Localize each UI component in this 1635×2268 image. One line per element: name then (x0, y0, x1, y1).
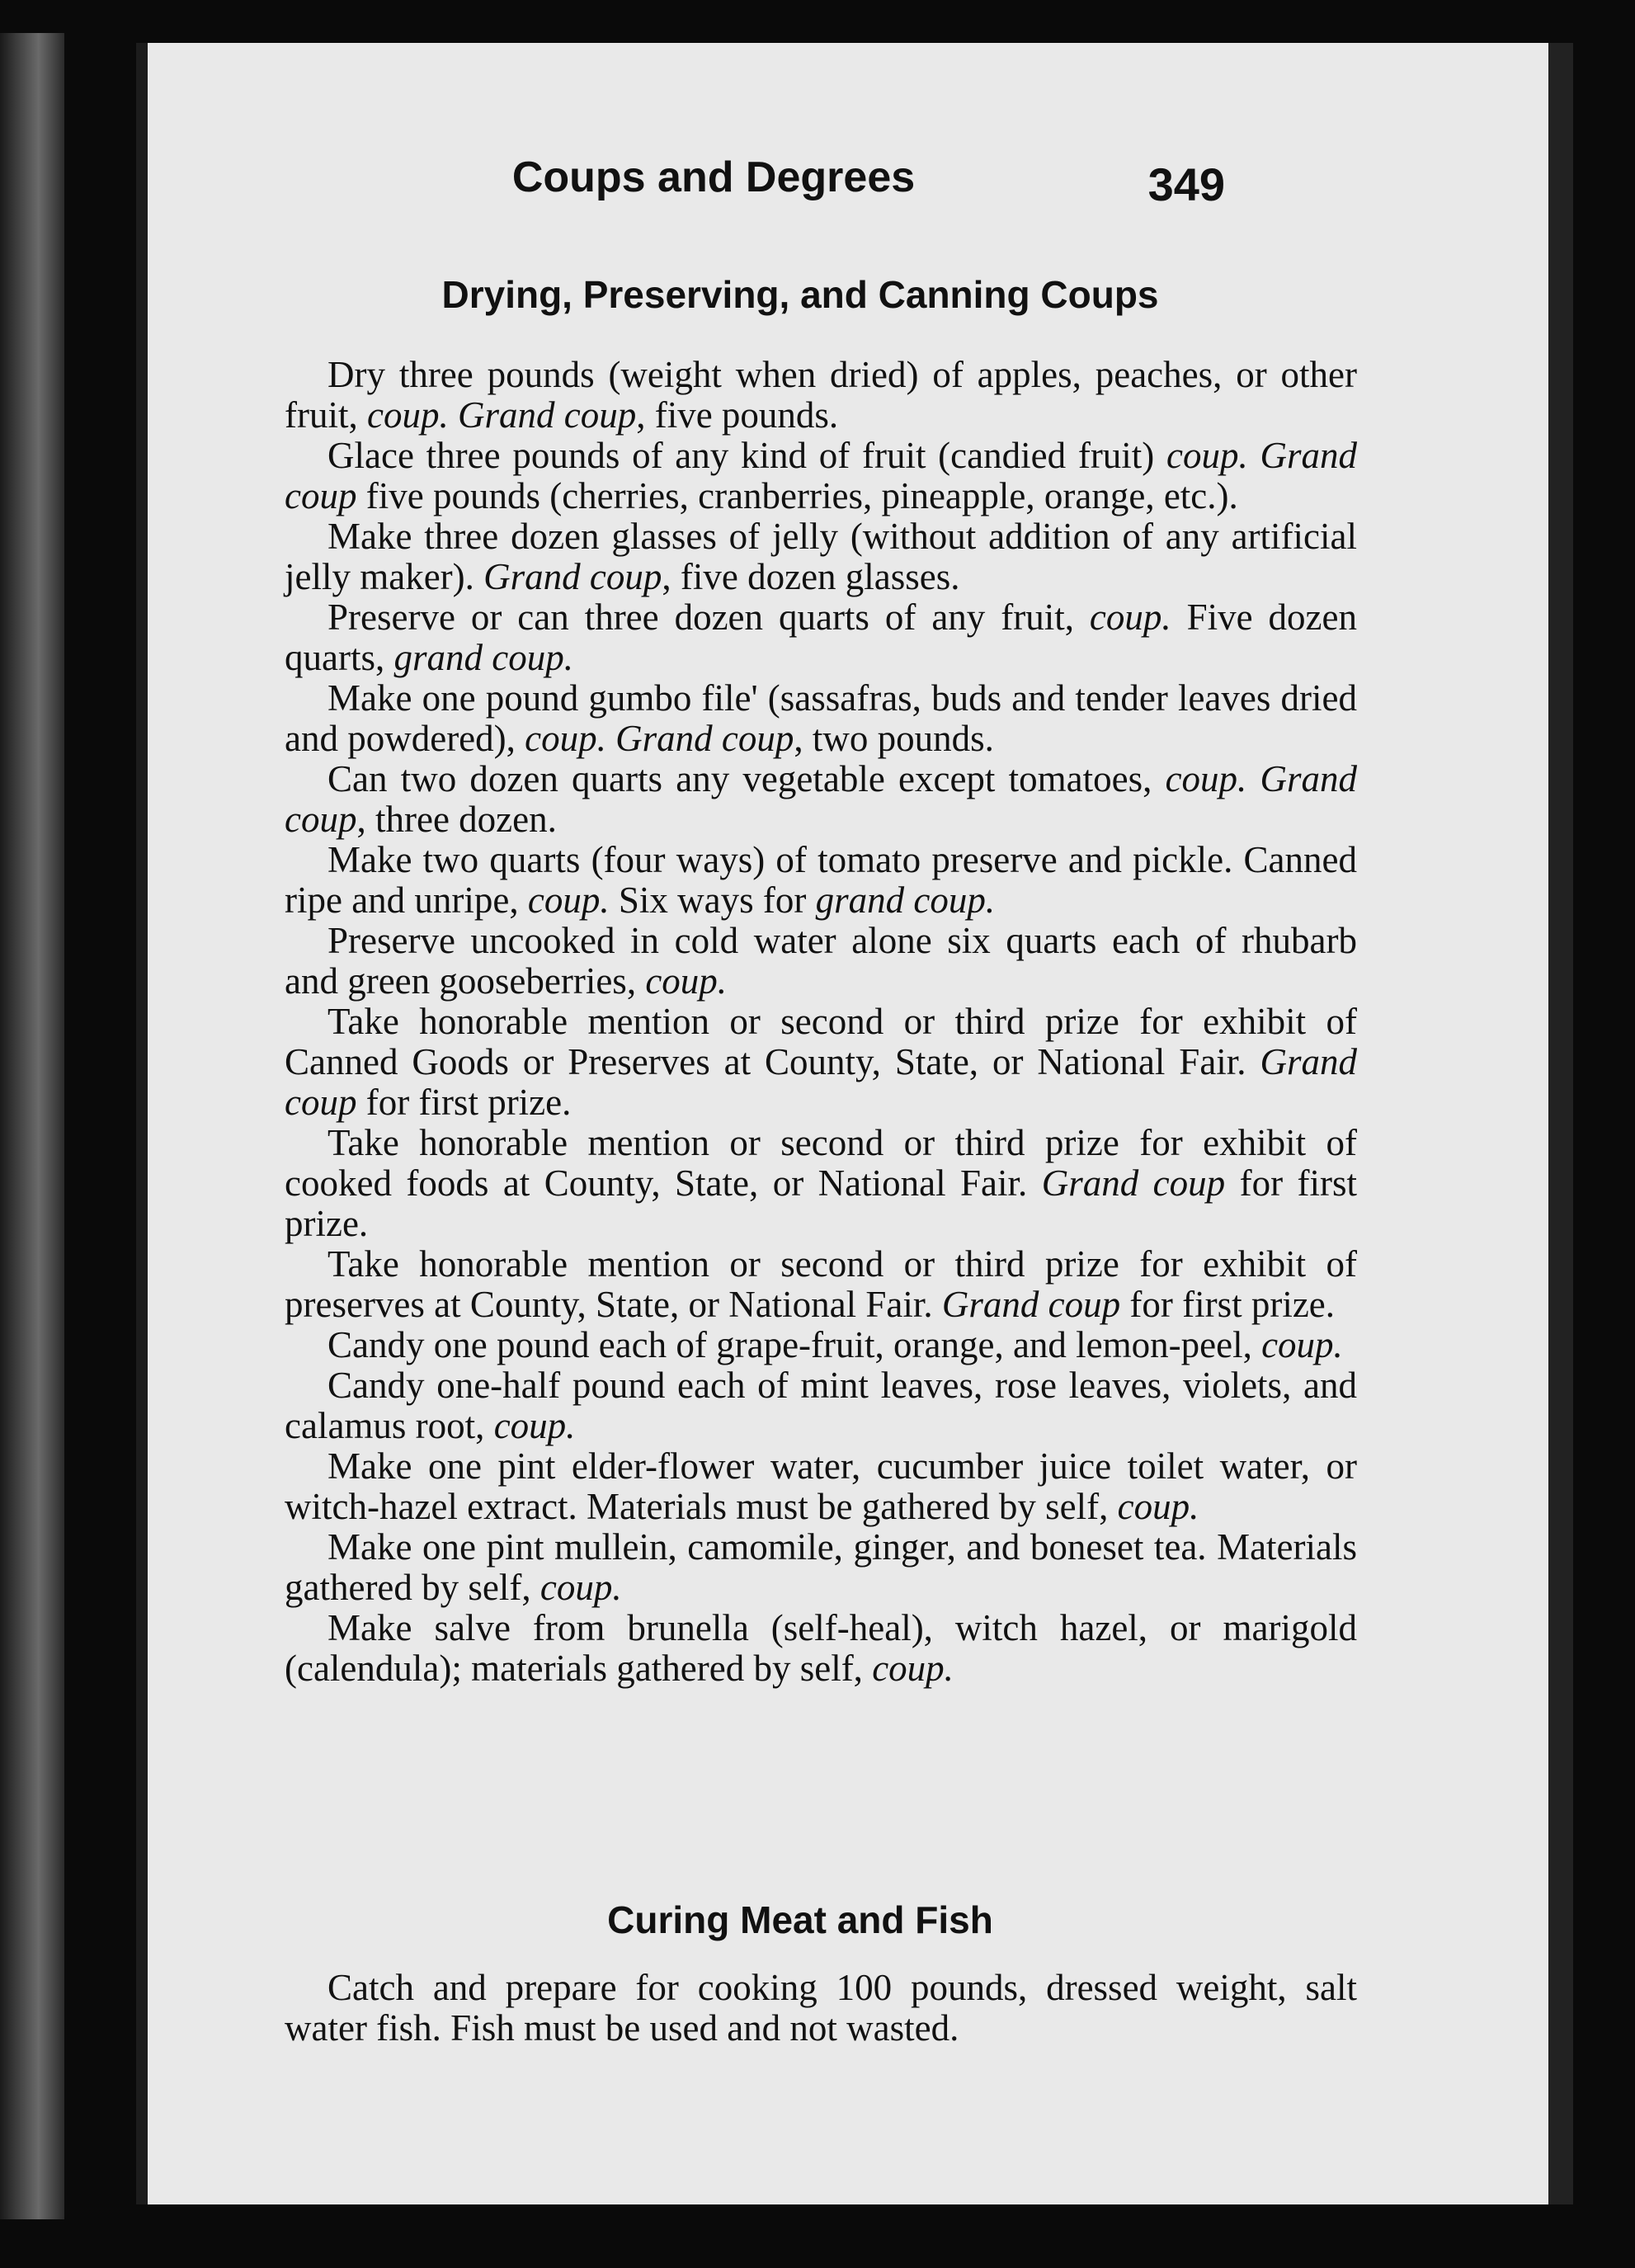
paragraph-text: Make one pound gumbo file' (sassafras, buds and tender leaves dried and powdered), (285, 677, 1357, 759)
paragraph-text: Six ways for (609, 879, 816, 921)
italic-text: Grand coup (483, 556, 662, 597)
paragraph-text: , two pounds. (794, 718, 994, 759)
italic-text: Grand coup (1041, 1162, 1226, 1204)
paragraph (285, 1446, 1357, 1527)
paragraph-text: Take honorable mention or second or third prize for exhibit of preserves at County, State, or National Fair. (285, 1243, 1357, 1325)
paragraph-text: for first prize. (285, 1162, 1357, 1244)
italic-text: coup. Grand coup (285, 758, 1358, 840)
italic-text: coup. (872, 1648, 954, 1689)
page-number: 349 (1147, 158, 1225, 210)
paragraph (285, 1002, 1357, 1123)
paragraph (285, 597, 1357, 678)
paragraph (285, 921, 1357, 1002)
paragraph-text: Take honorable mention or second or third prize for exhibit of Canned Goods or Preserves at County, State, or National Fair. (285, 1001, 1357, 1082)
paragraph-text: Dry three pounds (weight when dried) of apples, peaches, or other fruit, (285, 354, 1357, 436)
paragraph-text: Take honorable mention or second or third prize for exhibit of cooked foods at County, State, or National Fair. (285, 1122, 1357, 1204)
paragraph-text (449, 394, 458, 436)
running-head (483, 153, 1225, 219)
italic-text: coup. (493, 1405, 576, 1446)
paragraph-text (606, 718, 615, 759)
paragraph-text: Preserve uncooked in cold water alone six quarts each of rhubarb and green gooseberries, (285, 920, 1357, 1002)
italic-text: coup. (1089, 596, 1171, 638)
paragraph-text: five pounds (cherries, cranberries, pineapple, orange, etc.). (356, 475, 1238, 516)
italic-text: grand coup. (393, 637, 573, 678)
paragraph (285, 1365, 1357, 1446)
italic-text: Grand coup (285, 1041, 1357, 1123)
paragraph (285, 1244, 1357, 1325)
paragraph (285, 840, 1357, 921)
paragraph (285, 1527, 1357, 1608)
paragraph-text: Candy one pound each of grape-fruit, orange, and lemon-peel, (327, 1324, 1262, 1365)
section-body-curing-meat-fish (285, 1968, 1357, 2049)
paragraph-text: Make one pint elder-flower water, cucumber juice toilet water, or witch-hazel extract. Materials must be gathered by self, (285, 1445, 1357, 1527)
paragraph-text: Preserve or can three dozen quarts of any fruit, (327, 596, 1090, 638)
section-body-drying-preserving-canning (285, 355, 1357, 1689)
paragraph (285, 1325, 1357, 1365)
adjacent-page-edge (0, 33, 64, 2219)
italic-text: coup. (540, 1567, 622, 1608)
paragraph-text: for first prize. (356, 1082, 572, 1123)
italic-text: coup. (525, 718, 606, 759)
paragraph (285, 436, 1357, 516)
paragraph (285, 1123, 1357, 1244)
italic-text: coup. (1117, 1486, 1199, 1527)
italic-text: coup. (527, 879, 610, 921)
italic-text: Grand coup (941, 1284, 1121, 1325)
paragraph-text: for first prize. (1120, 1284, 1336, 1325)
italic-text: coup. (366, 394, 449, 436)
italic-text: coup. (1261, 1324, 1343, 1365)
paragraph (285, 355, 1357, 436)
italic-text: Grand coup (457, 394, 637, 436)
section-heading-drying-preserving-canning: Drying, Preserving, and Canning Coups (441, 273, 1159, 316)
paragraph (285, 1608, 1357, 1689)
paragraph-text: Make salve from brunella (self-heal), witch hazel, or marigold (calendula); materials gathered by self, (285, 1607, 1357, 1689)
paragraph (285, 516, 1357, 597)
paragraph-text: Candy one-half pound each of mint leaves, rose leaves, violets, and calamus root, (285, 1365, 1357, 1446)
paragraph-text: Make two quarts (four ways) of tomato preserve and pickle. Canned ripe and unripe, (285, 839, 1357, 921)
paragraph-text: Make three dozen glasses of jelly (without addition of any artificial jelly maker). (285, 516, 1357, 597)
paragraph-text: Catch and prepare for cooking 100 pounds, dressed weight, salt water fish. Fish must be used and not wasted. (285, 1967, 1357, 2049)
paragraph (285, 1968, 1357, 2049)
paragraph-text: Five dozen quarts, (285, 596, 1357, 678)
italic-text: coup. (645, 960, 728, 1002)
paragraph-text: , five dozen glasses. (662, 556, 960, 597)
italic-text: coup. Grand coup (285, 435, 1358, 516)
running-title: Coups and Degrees (511, 153, 916, 201)
paragraph-text: Can two dozen quarts any vegetable except tomatoes, (327, 758, 1166, 799)
section-heading-curing-meat-fish: Curing Meat and Fish (607, 1898, 993, 1941)
italic-text: grand coup. (815, 879, 996, 921)
paragraph (285, 678, 1357, 759)
paragraph-text: Make one pint mullein, camomile, ginger, and boneset tea. Materials gathered by self, (285, 1526, 1357, 1608)
paragraph-text: Glace three pounds of any kind of fruit (candied fruit) (327, 435, 1167, 476)
paragraph (285, 759, 1357, 840)
italic-text: Grand coup (615, 718, 794, 759)
paragraph-text: , five pounds. (636, 394, 839, 436)
paragraph-text: , three dozen. (356, 799, 557, 840)
